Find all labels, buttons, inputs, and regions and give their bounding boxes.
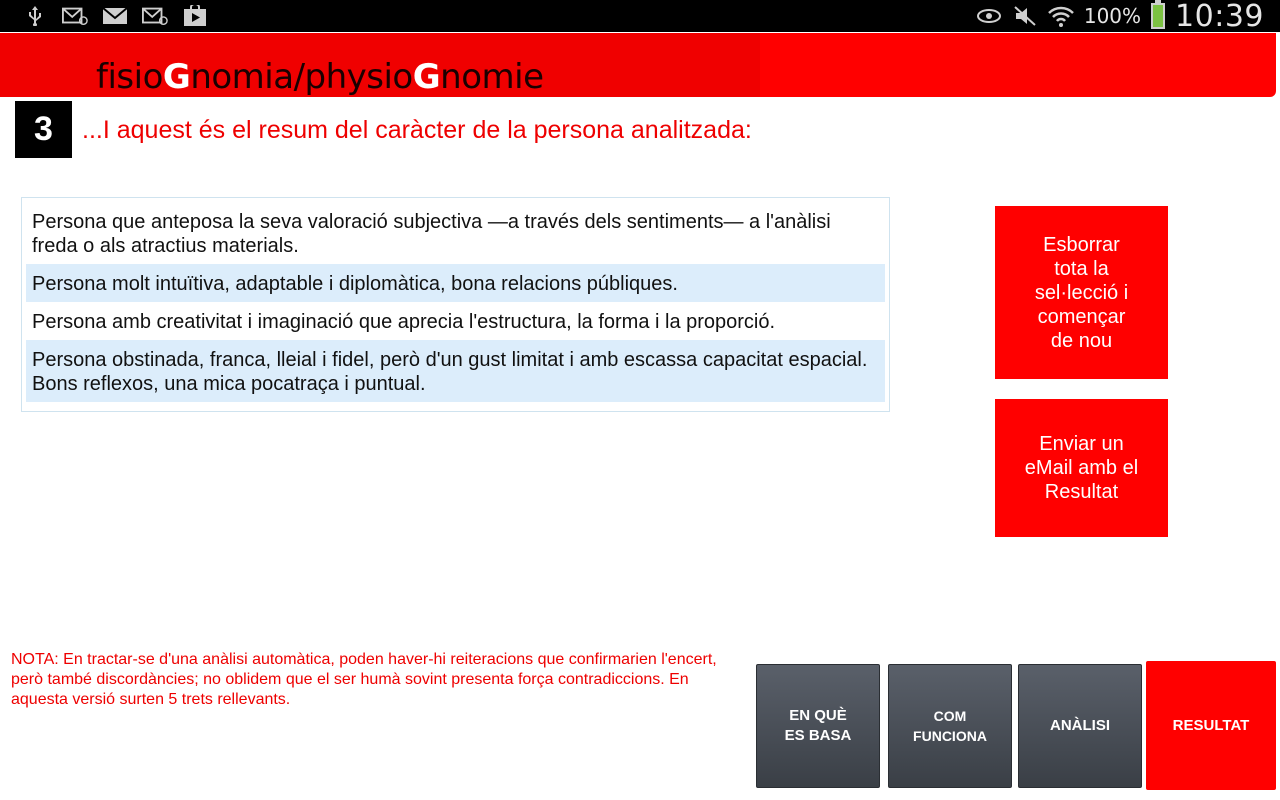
list-item: Persona que anteposa la seva valoració subjectiva —a través dels sentiments— a l'anàlisi freda o als atractius materials. bbox=[32, 211, 831, 257]
tab-result[interactable]: RESULTAT bbox=[1146, 661, 1276, 790]
list-item: Persona amb creativitat i imaginació que aprecia l'estructura, la forma i la proporció. bbox=[32, 311, 776, 333]
result-list bbox=[21, 197, 890, 412]
send-email-button[interactable]: Enviar un eMail amb el Resultat bbox=[995, 399, 1168, 537]
mail-at-icon bbox=[142, 5, 168, 27]
status-bar bbox=[0, 0, 1280, 32]
list-item: Persona obstinada, franca, lleial i fidel, però d'un gust limitat i amb escassa capacitat espacial. Bons reflexos, una mica pocatraça i puntual. bbox=[26, 340, 885, 402]
page-title: ...I aquest és el resum del caràcter de la persona analitzada: bbox=[82, 116, 752, 144]
notification-icons bbox=[22, 4, 208, 28]
mute-icon bbox=[1012, 5, 1038, 27]
tab-how-it-works[interactable]: COM FUNCIONA bbox=[888, 664, 1012, 788]
gmail-icon bbox=[102, 5, 128, 27]
mail-at-icon bbox=[62, 5, 88, 27]
clock: 10:39 bbox=[1175, 0, 1264, 34]
disclaimer-note: NOTA: En tractar-se d'una anàlisi automàtica, poden haver-hi reiteracions que confirmarien l'encert, però també discordàncies; no oblidem que el ser humà sovint presenta força contradiccions. En aquesta versió surten 5 trets rellevants. bbox=[11, 651, 717, 708]
app-header bbox=[0, 33, 1276, 97]
play-store-icon bbox=[182, 5, 208, 27]
battery-icon bbox=[1151, 3, 1165, 29]
wifi-icon bbox=[1048, 5, 1074, 27]
battery-percent: 100% bbox=[1083, 4, 1142, 28]
tab-analysis[interactable]: ANÀLISI bbox=[1018, 664, 1142, 788]
system-indicators bbox=[976, 0, 1264, 32]
tab-basis[interactable]: EN QUÈ ES BASA bbox=[756, 664, 880, 788]
list-item: Persona molt intuïtiva, adaptable i diplomàtica, bona relacions públiques. bbox=[26, 264, 885, 302]
usb-icon bbox=[22, 5, 48, 27]
eye-icon bbox=[976, 5, 1002, 27]
step-number: 3 bbox=[15, 101, 72, 158]
clear-selection-button[interactable]: Esborrar tota la sel·lecció i començar de nou bbox=[995, 206, 1168, 379]
app-logo: fisioGnomia/physioGnomie bbox=[96, 57, 544, 97]
